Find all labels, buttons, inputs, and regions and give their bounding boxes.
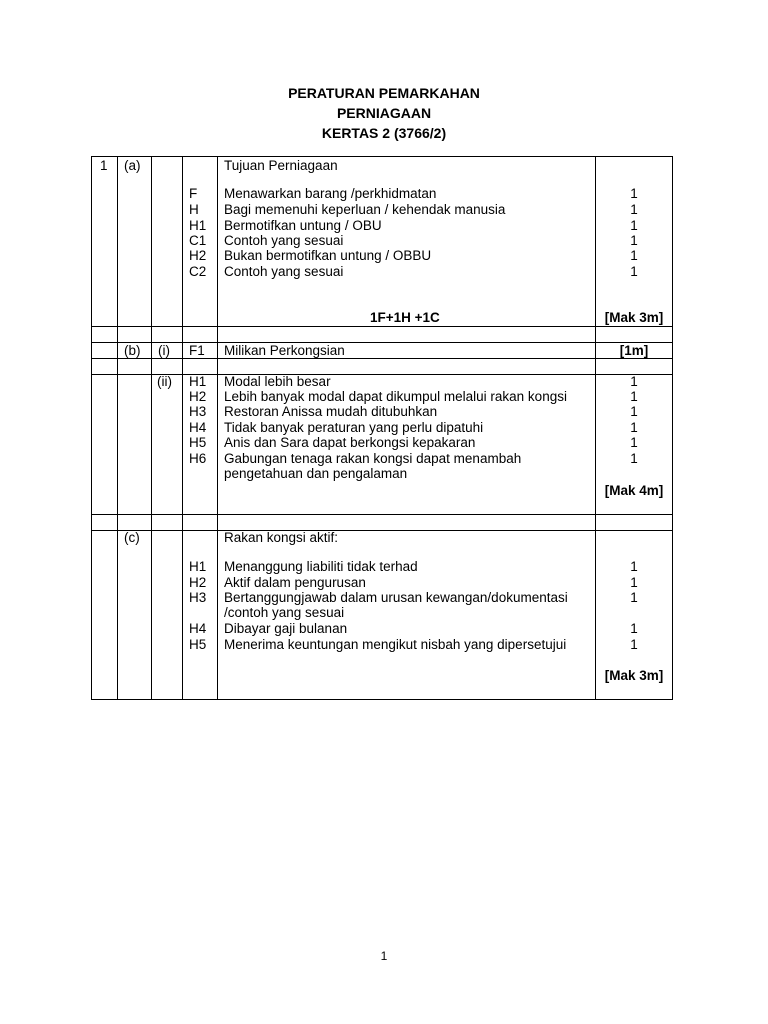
subpart-i-label: (i) [158, 343, 170, 358]
point-mark: 1 [630, 218, 638, 233]
part-b-label: (b) [124, 343, 141, 358]
point-text: Anis dan Sara dapat berkongsi kepakaran [224, 435, 476, 450]
part-a-label: (a) [124, 158, 141, 173]
point-code: C2 [189, 264, 207, 279]
point-code: H2 [189, 248, 207, 263]
col-divider [182, 156, 183, 700]
point-code: C1 [189, 233, 207, 248]
point-mark: 1 [630, 420, 638, 435]
point-text: Contoh yang sesuai [224, 233, 344, 248]
point-text: Aktif dalam pengurusan [224, 575, 366, 590]
point-text: Tidak banyak peraturan yang perlu dipatuhi [224, 420, 484, 435]
row-divider [91, 514, 673, 515]
row-divider [91, 530, 673, 531]
point-code: H2 [189, 389, 207, 404]
doc-subject: PERNIAGAAN [336, 105, 432, 121]
point-text: Bertanggungjawab dalam urusan kewangan/dokumentasi [224, 590, 568, 605]
point-code: H6 [189, 451, 207, 466]
point-code: H1 [189, 218, 207, 233]
point-mark: 1 [630, 621, 638, 636]
point-text: Dibayar gaji bulanan [224, 621, 348, 636]
point-mark: 1 [630, 590, 638, 605]
part-c-heading: Rakan kongsi aktif: [224, 530, 339, 545]
row-divider [91, 358, 673, 359]
point-mark: 1 [630, 202, 638, 217]
point-code: H4 [189, 420, 207, 435]
table-border-top [91, 156, 673, 157]
point-mark: 1 [630, 264, 638, 279]
point-text: Bukan bermotifkan untung / OBBU [224, 248, 432, 263]
point-text: Milikan Perkongsian [224, 343, 345, 358]
point-text: Bermotifkan untung / OBU [224, 218, 382, 233]
doc-title: PERATURAN PEMARKAHAN [288, 85, 480, 101]
row-divider [91, 374, 673, 375]
part-c-label: (c) [124, 530, 140, 545]
point-text: Bagi memenuhi keperluan / kehendak manusia [224, 202, 506, 217]
point-code: F [189, 186, 198, 201]
subpart-ii-label: (ii) [157, 374, 172, 389]
point-code: H [189, 202, 199, 217]
point-mark: 1 [630, 374, 638, 389]
max-mark: [Mak 3m] [604, 310, 664, 325]
table-border-bottom [91, 699, 673, 700]
max-mark: [Mak 3m] [604, 668, 664, 683]
point-code: F1 [189, 343, 205, 358]
point-text-continued: pengetahuan dan pengalaman [224, 466, 408, 481]
point-text: Menawarkan barang /perkhidmatan [224, 186, 437, 201]
row-divider [91, 342, 673, 343]
col-divider [151, 156, 152, 700]
point-code: H5 [189, 435, 207, 450]
point-mark: 1 [630, 559, 638, 574]
point-mark: 1 [630, 451, 638, 466]
point-text: Menerima keuntungan mengikut nisbah yang dipersetujui [224, 637, 567, 652]
point-text: Contoh yang sesuai [224, 264, 344, 279]
point-text: Lebih banyak modal dapat dikumpul melalui rakan kongsi [224, 389, 567, 404]
point-mark: 1 [630, 389, 638, 404]
max-mark: [1m] [619, 343, 649, 358]
point-code: H1 [189, 374, 207, 389]
col-divider [217, 156, 218, 700]
point-code: H3 [189, 404, 207, 419]
mark-formula: 1F+1H +1C [370, 310, 440, 325]
point-text-continued: /contoh yang sesuai [224, 605, 345, 620]
point-text: Restoran Anissa mudah ditubuhkan [224, 404, 438, 419]
point-code: H5 [189, 637, 207, 652]
table-border-left [91, 156, 92, 700]
point-mark: 1 [630, 248, 638, 263]
col-divider [117, 156, 118, 700]
point-mark: 1 [630, 233, 638, 248]
question-number: 1 [100, 158, 108, 173]
point-mark: 1 [630, 575, 638, 590]
row-divider [91, 326, 673, 327]
max-mark: [Mak 4m] [604, 483, 664, 498]
page-number: 1 [380, 949, 388, 963]
point-code: H2 [189, 575, 207, 590]
part-a-heading: Tujuan Perniagaan [224, 158, 338, 173]
table-border-right [672, 156, 673, 700]
point-mark: 1 [630, 186, 638, 201]
point-text: Gabungan tenaga rakan kongsi dapat menambah [224, 451, 522, 466]
point-code: H3 [189, 590, 207, 605]
point-text: Modal lebih besar [224, 374, 331, 389]
doc-paper: KERTAS 2 (3766/2) [321, 125, 447, 141]
point-mark: 1 [630, 404, 638, 419]
point-code: H1 [189, 559, 207, 574]
point-text: Menanggung liabiliti tidak terhad [224, 559, 418, 574]
point-mark: 1 [630, 637, 638, 652]
point-mark: 1 [630, 435, 638, 450]
point-code: H4 [189, 621, 207, 636]
